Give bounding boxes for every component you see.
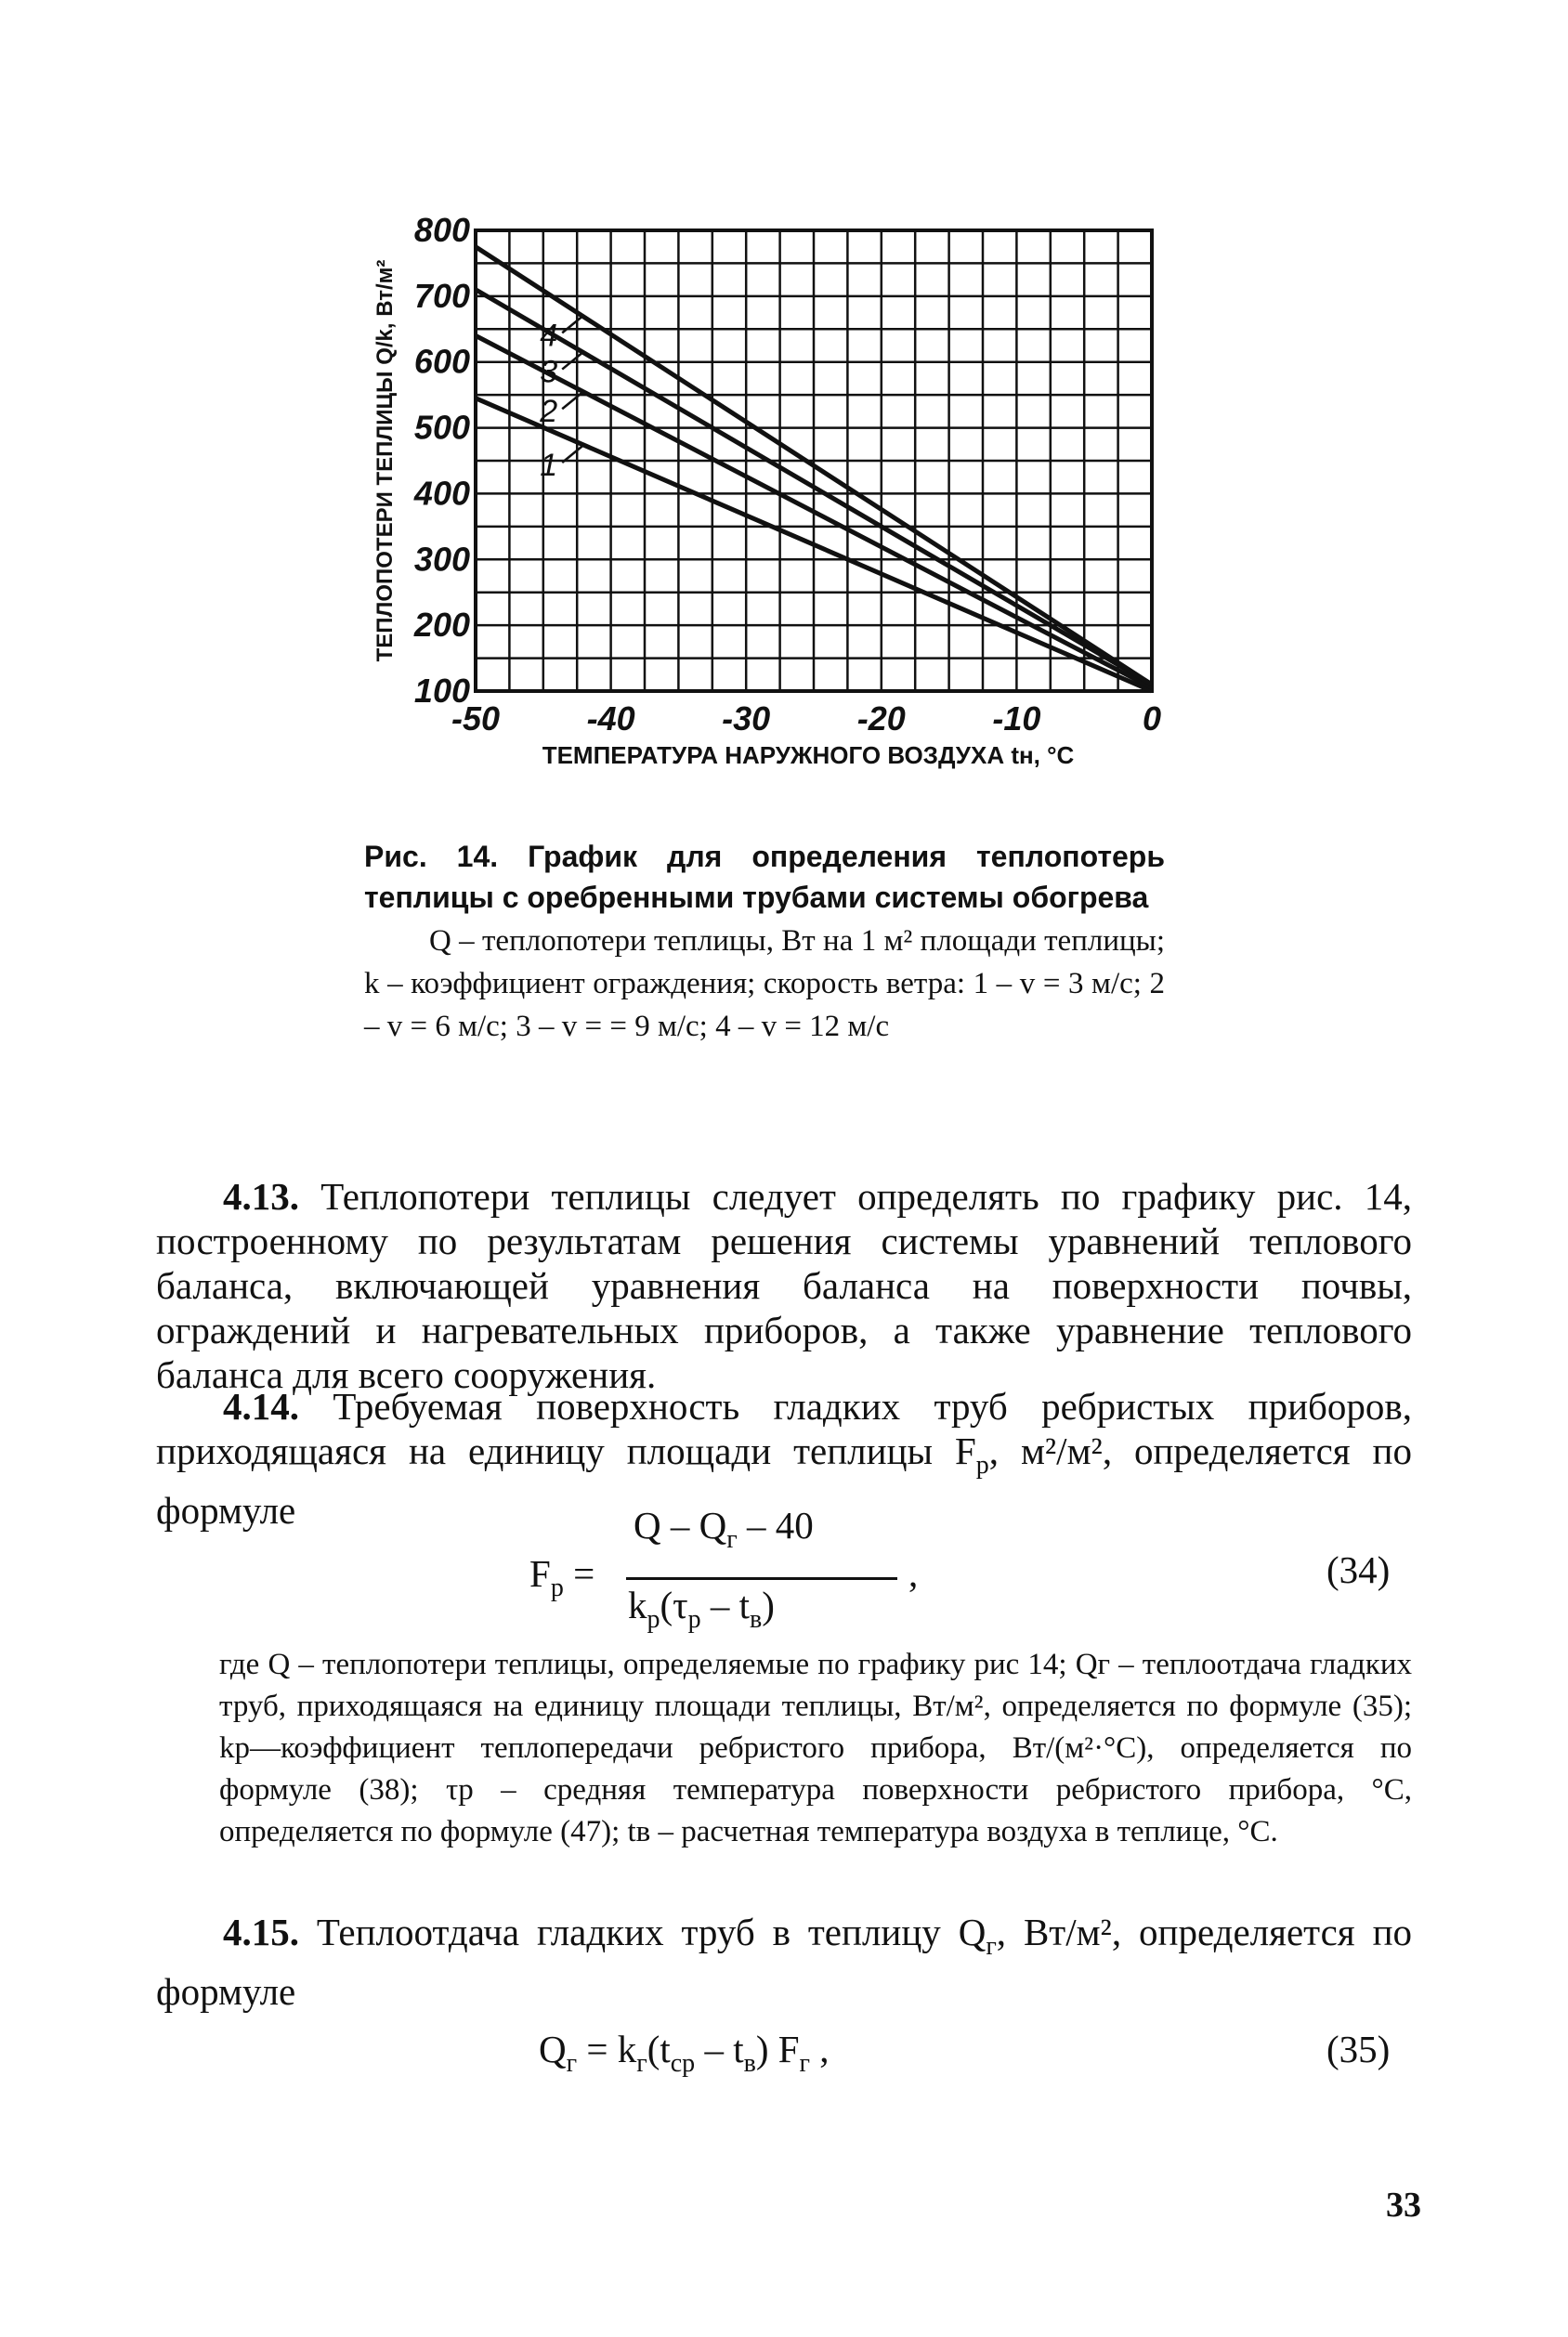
paragraph-number: 4.13.: [223, 1175, 299, 1218]
equation-number-35: (35): [1326, 2028, 1391, 2070]
series-label-1: 1: [540, 447, 558, 483]
paragraph-text-tail: , Вт/м², определяется по формуле: [156, 1911, 1413, 2013]
figure-caption-title: Рис. 14. График для определения теплопотерь теплицы с оребренными трубами системы обогрева: [364, 840, 1165, 914]
paragraph-4-15: [156, 1910, 1412, 2014]
chart-grid: [476, 230, 1152, 691]
x-tick-label: 0: [1142, 699, 1162, 738]
x-tick-label: -50: [451, 699, 501, 738]
formula-comma: ,: [908, 1552, 919, 1595]
paragraph-text: Требуемая поверхность гладких труб ребристых приборов, приходящаяся на единицу площади теплицы F: [156, 1385, 1413, 1472]
series-label-4: 4: [540, 318, 558, 354]
formula-34-explanation: где Q – теплопотери теплицы, определяемые по графику рис 14; Qг – теплоотдача гладких труб, приходящаяся на единицу площади теплицы, Вт/м², определяется по формуле (35); kр—коэффициент теплопередачи ребристого прибора, Вт/(м²·°С), определяется по формуле (38); τр – средняя температура поверхности ребристого прибора, °С, определяется по формуле (47); tв – расчетная температура воздуха в теплице, °С.: [219, 1648, 1412, 1848]
x-tick-label: -20: [856, 699, 906, 738]
figure-caption-legend: Q – теплопотери теплицы, Вт на 1 м² площади теплицы; k – коэффициент ограждения; скорость ветра: 1 – v = 3 м/с; 2 – v = 6 м/с; 3 – v = = 9 м/с; 4 – v = 12 м/с: [364, 924, 1165, 1043]
fraction-bar: [626, 1577, 897, 1580]
x-axis-label: ТЕМПЕРАТУРА НАРУЖНОГО ВОЗДУХА tн, °С: [542, 741, 1075, 769]
y-axis-ticks: [413, 211, 470, 710]
x-tick-label: -40: [586, 699, 635, 738]
x-tick-label: -30: [722, 699, 771, 738]
paragraph-text-tail: , м²/м², определяется по формуле: [156, 1430, 1412, 1532]
y-tick-label: 800: [413, 211, 470, 249]
x-tick-label: -10: [992, 699, 1041, 738]
y-tick-label: 600: [413, 342, 470, 381]
y-tick-label: 300: [413, 540, 470, 579]
subscript: г: [986, 1932, 997, 1961]
paragraph-4-13: [156, 1174, 1412, 1397]
paragraph-number: 4.14.: [223, 1385, 299, 1428]
y-tick-label: 100: [413, 672, 470, 710]
equation-number-34: (34): [1326, 1548, 1391, 1591]
subscript: р: [975, 1451, 989, 1480]
series-label-2: 2: [540, 394, 558, 430]
formula-35: $Q_г = k_г(t_{ср} - t_в)$ $F_г$ ,: [539, 2028, 830, 2078]
y-axis-label: ТЕПЛОПОТЕРИ ТЕПЛИЦЫ Q/k, Вт/м²: [372, 259, 398, 662]
y-tick-label: 400: [413, 474, 470, 513]
series-label-3: 3: [540, 354, 558, 390]
formula-lhs: $F_р$ =: [529, 1552, 595, 1602]
heat-loss-chart: [0, 0, 1568, 817]
paragraph-text: Теплопотери теплицы следует определять по графику рис. 14, построенному по результатам решения системы уравнений теплового баланса, включающей уравнения баланса на поверхности почвы, ограждений и нагревательных приборов, а также уравнение теплового баланса для всего сооружения.: [156, 1175, 1412, 1396]
series-label-leader: [562, 316, 582, 333]
paragraph-number: 4.15.: [223, 1911, 299, 1953]
page-number: 33: [1386, 2186, 1421, 2225]
formula-denominator: $k_р(\tau_р - t_в)$: [628, 1584, 775, 1634]
formula-numerator: Q – $Q_г - 40$: [634, 1504, 814, 1554]
x-axis-ticks: [451, 699, 1161, 738]
y-tick-label: 700: [413, 276, 470, 315]
paragraph-text: Теплоотдача гладких труб в теплицу Q: [316, 1911, 987, 1953]
y-tick-label: 500: [413, 408, 470, 447]
y-tick-label: 200: [413, 606, 470, 645]
